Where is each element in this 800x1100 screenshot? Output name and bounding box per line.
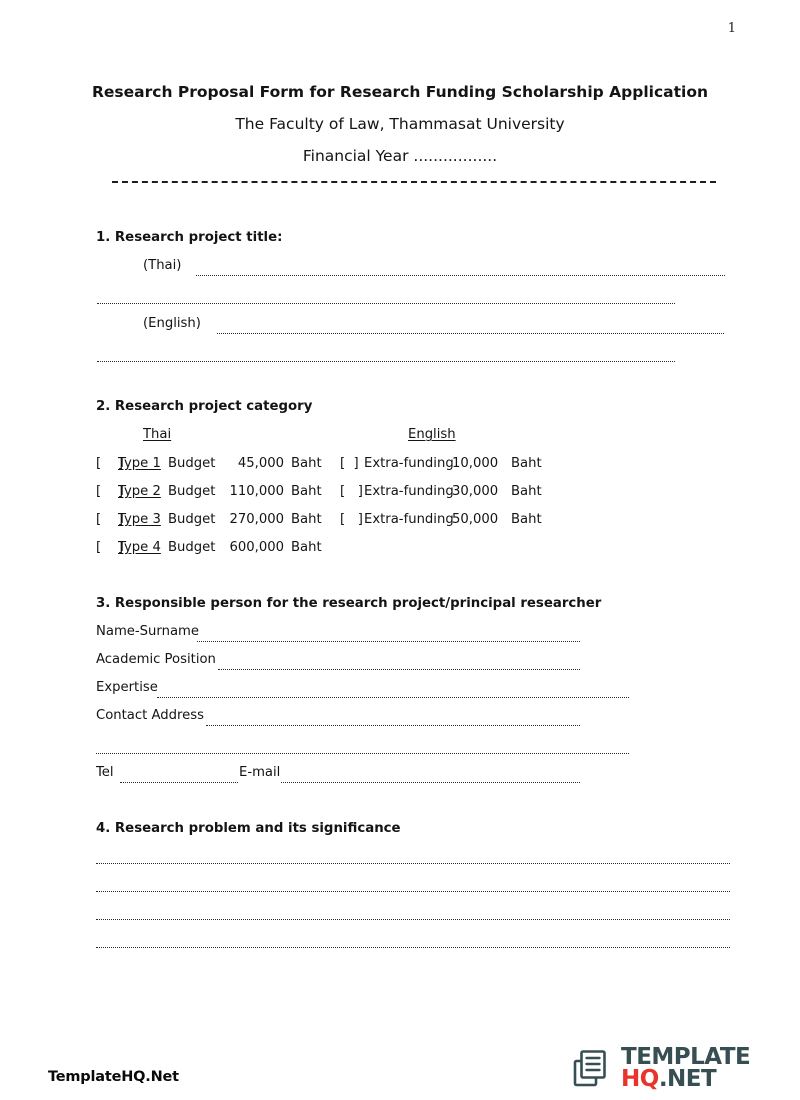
email-input-line[interactable]: [281, 782, 580, 783]
extra-amount-1: 10,000: [452, 456, 499, 471]
label-type-2: Type 2: [118, 484, 161, 499]
section-4-heading: 4. Research problem and its significance: [96, 821, 401, 836]
email-label: E-mail: [239, 765, 281, 780]
checkbox-extra-2[interactable]: [ ]: [340, 484, 363, 499]
tel-label: Tel: [96, 765, 114, 780]
header-title-line-2: The Faculty of Law, Thammasat University: [235, 115, 565, 133]
logo-text-template: TEMPLATE: [621, 1043, 751, 1070]
extra-currency-1: Baht: [511, 456, 542, 471]
academic-position-input-line[interactable]: [218, 669, 580, 670]
expertise-label: Expertise: [96, 680, 158, 695]
budget-amount-3: 270,000: [229, 512, 284, 527]
logo-wordmark: [621, 1043, 751, 1092]
budget-amount-4: 600,000: [229, 540, 284, 555]
expertise-input-line[interactable]: [157, 697, 629, 698]
research-problem-line-1[interactable]: [96, 863, 730, 864]
footer-brand-text: TemplateHQ.Net: [48, 1069, 179, 1085]
english-title-input-line[interactable]: [217, 333, 724, 334]
section-3-heading: 3. Responsible person for the research project/principal researcher: [96, 596, 602, 611]
budget-amount-2: 110,000: [229, 484, 284, 499]
contact-address-input-line-2[interactable]: [96, 753, 629, 754]
label-extra-2: Extra-funding: [364, 484, 454, 499]
category-row-1-english[interactable]: [340, 456, 551, 471]
budget-currency-3: Baht: [291, 512, 322, 527]
english-title-label: (English): [143, 316, 201, 331]
category-row-3-english[interactable]: [340, 512, 551, 527]
document-header: [0, 76, 800, 172]
research-problem-line-2[interactable]: [96, 891, 730, 892]
budget-currency-2: Baht: [291, 484, 322, 499]
checkbox-type-3[interactable]: [ ]: [96, 512, 124, 527]
tel-input-line[interactable]: [120, 782, 238, 783]
contact-address-input-line[interactable]: [206, 725, 580, 726]
extra-currency-2: Baht: [511, 484, 542, 499]
documents-icon: [568, 1046, 612, 1090]
research-problem-line-3[interactable]: [96, 919, 730, 920]
thai-title-input-line-2[interactable]: [97, 303, 675, 304]
budget-currency-1: Baht: [291, 456, 322, 471]
thai-title-input-line[interactable]: [196, 275, 725, 276]
english-title-input-line-2[interactable]: [97, 361, 675, 362]
column-header-thai: Thai: [143, 427, 172, 442]
column-header-english: English: [408, 427, 456, 442]
checkbox-type-2[interactable]: [ ]: [96, 484, 124, 499]
header-title-line-1: Research Proposal Form for Research Funding Scholarship Application: [91, 83, 709, 101]
logo-text-hq-net: [621, 1068, 750, 1090]
page-number: 1: [727, 21, 736, 36]
label-type-1: Type 1: [118, 456, 161, 471]
name-surname-input-line[interactable]: [197, 641, 580, 642]
category-row-2-thai[interactable]: [96, 484, 331, 499]
label-type-3: Type 3: [118, 512, 161, 527]
category-row-3-thai[interactable]: [96, 512, 331, 527]
budget-word-4: Budget: [168, 540, 216, 555]
research-problem-line-4[interactable]: [96, 947, 730, 948]
label-extra-1: Extra-funding: [364, 456, 454, 471]
contact-address-label: Contact Address: [96, 708, 205, 723]
logo-text-net: .NET: [658, 1066, 717, 1092]
academic-position-label: Academic Position: [96, 652, 216, 667]
extra-currency-3: Baht: [511, 512, 542, 527]
checkbox-type-1[interactable]: [ ]: [96, 456, 124, 471]
category-row-1-thai[interactable]: [96, 456, 331, 471]
label-extra-3: Extra-funding: [364, 512, 454, 527]
extra-amount-3: 50,000: [452, 512, 499, 527]
logo-text-hq: HQ: [621, 1066, 659, 1092]
budget-word-2: Budget: [168, 484, 216, 499]
templatehq-logo[interactable]: [568, 1042, 758, 1094]
budget-word-1: Budget: [168, 456, 216, 471]
header-divider: [112, 181, 716, 183]
checkbox-type-4[interactable]: [ ]: [96, 540, 124, 555]
label-type-4: Type 4: [118, 540, 161, 555]
budget-currency-4: Baht: [291, 540, 322, 555]
thai-title-label: (Thai): [143, 258, 182, 273]
checkbox-extra-3[interactable]: [ ]: [340, 512, 363, 527]
name-surname-label: Name-Surname: [96, 624, 199, 639]
budget-word-3: Budget: [168, 512, 216, 527]
header-title-line-3: Financial Year .................: [302, 147, 498, 165]
checkbox-extra-1[interactable]: [ ]: [340, 456, 359, 471]
category-row-2-english[interactable]: [340, 484, 551, 499]
section-1-heading: 1. Research project title:: [96, 230, 283, 245]
budget-amount-1: 45,000: [237, 456, 284, 471]
section-2-heading: 2. Research project category: [96, 399, 313, 414]
extra-amount-2: 30,000: [452, 484, 499, 499]
category-row-4-thai[interactable]: [96, 540, 331, 555]
